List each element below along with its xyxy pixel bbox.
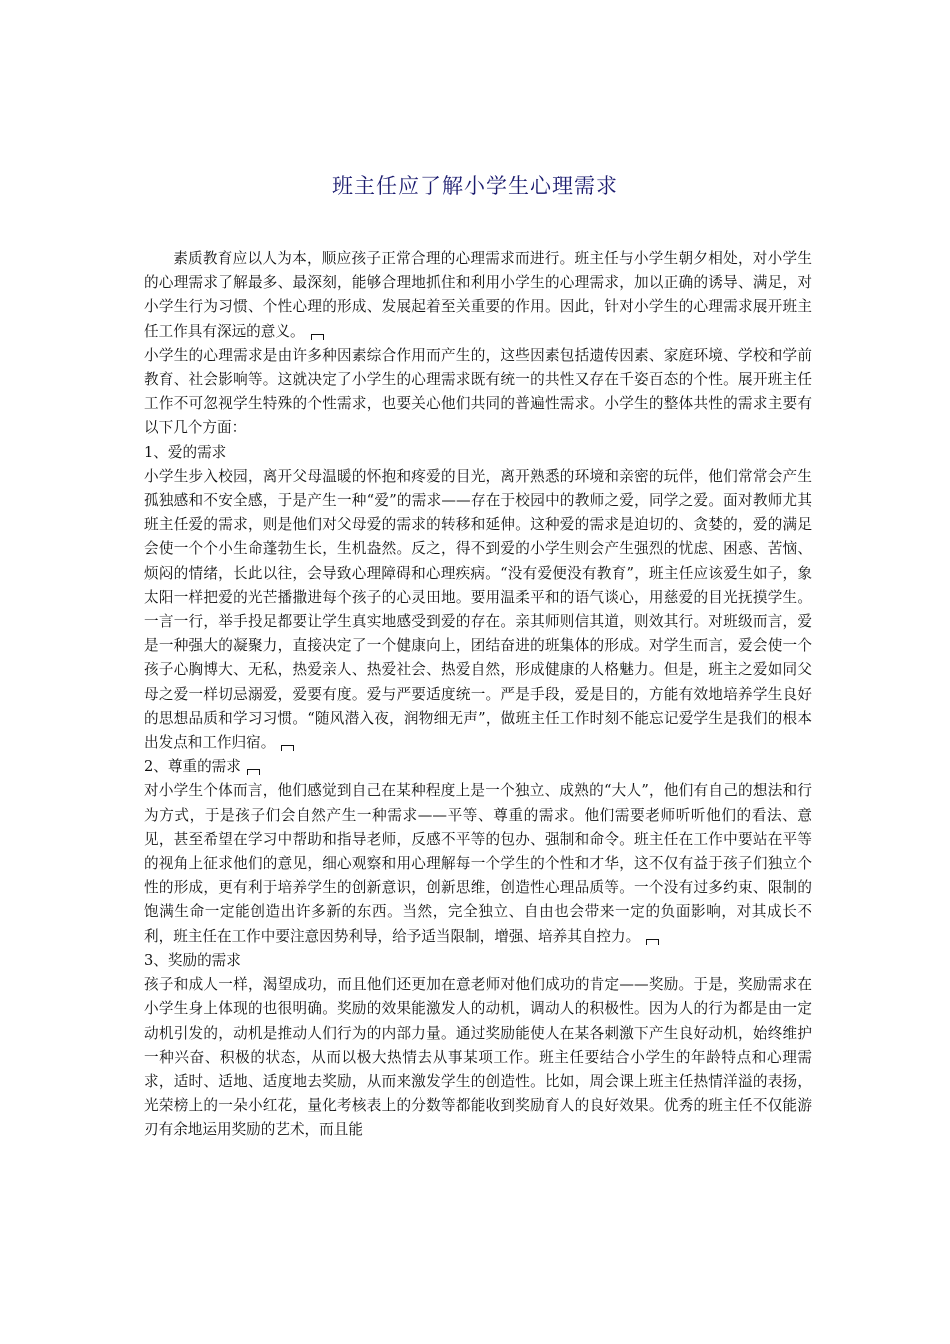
paragraph-mark-icon — [311, 334, 324, 340]
paragraph-mark-icon — [281, 745, 294, 751]
paragraph-love — [144, 465, 812, 755]
section-heading-text: 2、尊重的需求 — [144, 758, 241, 776]
paragraph-respect — [144, 779, 812, 948]
paragraph-reward — [144, 973, 812, 1142]
document-title: 班主任应了解小学生心理需求 — [332, 174, 618, 198]
section-heading-love — [144, 441, 812, 465]
paragraph-text: 孩子和成人一样，渴望成功，而且他们还更加在意老师对他们成功的肯定——奖励。于是，奖励需求在小学生身上体现的也很明确。奖励的效果能激发人的动机，调动人的积极性。因为人的行为都是由一定动机引发的，动机是推动人们行为的内部力量。通过奖励能使人在某各刺激下产生良好动机，始终维护一种兴奋、积极的状态，从而以极大热情去从事某项工作。班主任要结合小学生的年龄特点和心理需求，适时、适地、适度地去奖励，从而来激发学生的创造性。比如，周会课上班主任热情洋溢的表扬，光荣榜上的一朵小红花，量化考核表上的分数等都能收到奖励育人的良好效果。优秀的班主任不仅能游刃有余地运用奖励的艺术，而且能 — [144, 976, 812, 1139]
section-heading-respect — [144, 755, 812, 779]
paragraph-text: 素质教育应以人为本，顺应孩子正常合理的心理需求而进行。班主任与小学生朝夕相处，对小学生的心理需求了解最多、最深刻，能够合理地抓住和利用小学生的心理需求，加以正确的诱导、满足，对小学生行为习惯、个性心理的形成、发展起着至关重要的作用。因此，针对小学生的心理需求展开班主任工作具有深远的意义。 — [144, 250, 812, 340]
section-heading-text: 3、奖励的需求 — [144, 951, 241, 969]
document-body — [144, 247, 812, 1143]
paragraph-text: 小学生的心理需求是由许多种因素综合作用而产生的，这些因素包括遗传因素、家庭环境、学校和学前教育、社会影响等。这就决定了小学生的心理需求既有统一的共性又存在千姿百态的个性。展开班主任工作不可忽视学生特殊的个性需求，也要关心他们共同的普遍性需求。小学生的整体共性的需求主要有以下几个方面： — [144, 346, 812, 437]
paragraph-text: 小学生步入校园，离开父母温暖的怀抱和疼爱的目光，离开熟悉的环境和亲密的玩伴，他们常常会产生孤独感和不安全感，于是产生一种“爱”的需求——存在于校园中的教师之爱，同学之爱。面对教师尤其班主任爱的需求，则是他们对父母爱的需求的转移和延伸。这种爱的需求是迫切的、贪婪的，爱的满足会使一个个小生命蓬勃生长，生机盎然。反之，得不到爱的小学生则会产生强烈的忧虑、困惑、苦恼、烦闷的情绪，长此以往，会导致心理障碍和心理疾病。“没有爱便没有教育”，班主任应该爱生如子，象太阳一样把爱的光芒播撒进每个孩子的心灵田地。要用温柔平和的语气谈心，用慈爱的目光抚摸学生。一言一行，举手投足都要让学生真实地感受到爱的存在。亲其师则信其道，则效其行。对班级而言，爱是一种强大的凝聚力，直接决定了一个健康向上，团结奋进的班集体的形成。对学生而言，爱会使一个孩子心胸博大、无私，热爱亲人、热爱社会、热爱自然，形成健康的人格魅力。但是，班主之爱如同父母之爱一样切忌溺爱，爱要有度。爱与严要适度统一。严是手段，爱是目的，方能有效地培养学生良好的思想品质和学习习惯。“随风潜入夜，润物细无声”，做班主任工作时刻不能忘记爱学生是我们的根本出发点和工作归宿。 — [144, 467, 812, 752]
paragraph-intro — [144, 247, 812, 344]
section-heading-reward — [144, 949, 812, 973]
paragraph-text: 对小学生个体而言，他们感觉到自己在某种程度上是一个独立、成熟的“大人”，他们有自己的想法和行为方式，于是孩子们会自然产生一种需求——平等、尊重的需求。他们需要老师听听他们的看法、意见，甚至希望在学习中帮助和指导老师，反感不平等的包办、强制和命令。班主任在工作中要站在平等的视角上征求他们的意见，细心观察和用心理解每一个学生的个性和才华，这不仅有益于孩子们独立个性的形成，更有利于培养学生的创新意识，创新思维，创造性心理品质等。一个没有过多约束、限制的饱满生命一定能创造出许多新的东西。当然，完全独立、自由也会带来一定的负面影响，对其成长不利，班主任在工作中要注意因势利导，给予适当限制，增强、培养其自控力。 — [144, 782, 812, 945]
paragraph-overview — [144, 344, 812, 441]
paragraph-mark-icon — [646, 939, 659, 945]
section-heading-text: 1、爱的需求 — [144, 443, 227, 461]
paragraph-mark-icon — [247, 769, 260, 775]
